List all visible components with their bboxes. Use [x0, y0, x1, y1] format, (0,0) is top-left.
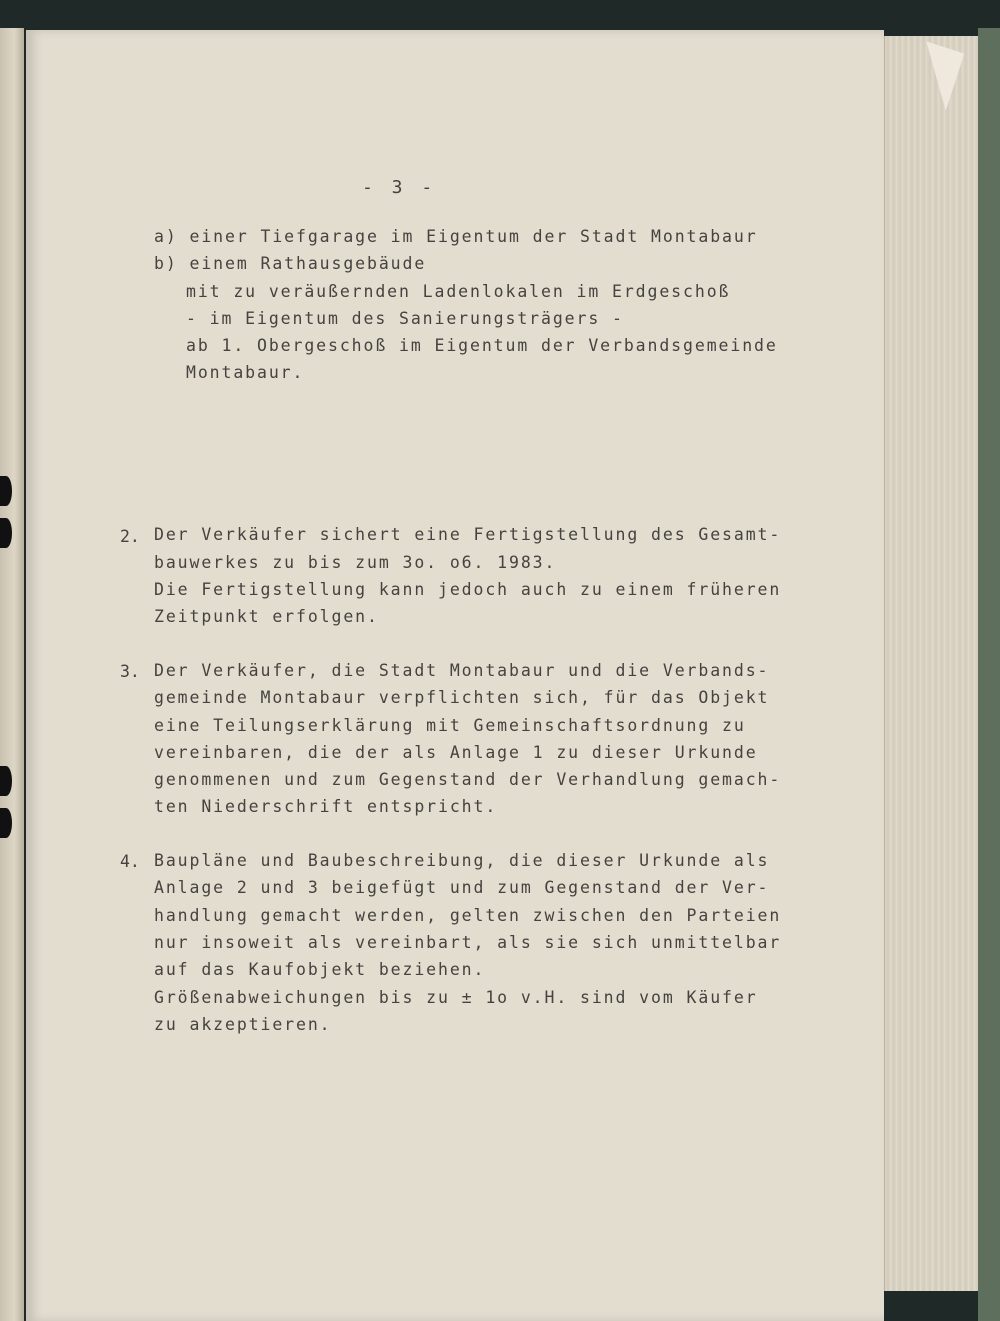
section-line: bauwerkes zu bis zum 3o. o6. 1983.	[154, 553, 557, 572]
section-number: 2.	[120, 527, 140, 546]
section-line: Die Fertigstellung kann jedoch auch zu einem früheren	[154, 580, 782, 599]
section-line: Baupläne und Baubeschreibung, die dieser Urkunde als	[154, 851, 770, 870]
binder-hole	[0, 766, 12, 796]
section-line: gemeinde Montabaur verpflichten sich, für das Objekt	[154, 688, 770, 707]
item-b-line: ab 1. Obergeschoß im Eigentum der Verbandsgemeinde	[186, 336, 778, 355]
section-line: Der Verkäufer, die Stadt Montabaur und die Verbands-	[154, 661, 770, 680]
left-page-edge	[0, 28, 24, 1321]
binder-hole	[0, 476, 12, 506]
section-line: genommenen und zum Gegenstand der Verhandlung gemach-	[154, 770, 782, 789]
item-b-line: mit zu veräußernden Ladenlokalen im Erdgeschoß	[186, 282, 731, 301]
section-line: Größenabweichungen bis zu ± 1o v.H. sind vom Käufer	[154, 988, 758, 1007]
binder-cover	[978, 28, 1000, 1321]
item-b-line: - im Eigentum des Sanierungsträgers -	[186, 309, 624, 328]
section-line: nur insoweit als vereinbart, als sie sich unmittelbar	[154, 933, 782, 952]
page-number: - 3 -	[362, 177, 437, 198]
section-line: Der Verkäufer sichert eine Fertigstellung des Gesamt-	[154, 525, 782, 544]
page-stack-edge	[884, 36, 981, 1291]
item-a: a) einer Tiefgarage im Eigentum der Stadt Montabaur	[154, 227, 758, 246]
section-line: handlung gemacht werden, gelten zwischen den Parteien	[154, 906, 782, 925]
section-number: 3.	[120, 662, 140, 681]
item-b-line: Montabaur.	[186, 363, 305, 382]
section-line: eine Teilungserklärung mit Gemeinschaftsordnung zu	[154, 716, 746, 735]
section-line: zu akzeptieren.	[154, 1015, 332, 1034]
item-b: b) einem Rathausgebäude	[154, 254, 427, 273]
document-page	[26, 30, 884, 1321]
binder-hole	[0, 518, 12, 548]
binder-hole	[0, 808, 12, 838]
section-line: vereinbaren, die der als Anlage 1 zu dieser Urkunde	[154, 743, 758, 762]
section-line: ten Niederschrift entspricht.	[154, 797, 498, 816]
section-line: auf das Kaufobjekt beziehen.	[154, 960, 486, 979]
section-line: Anlage 2 und 3 beigefügt und zum Gegenstand der Ver-	[154, 878, 770, 897]
section-number: 4.	[120, 852, 140, 871]
section-line: Zeitpunkt erfolgen.	[154, 607, 379, 626]
